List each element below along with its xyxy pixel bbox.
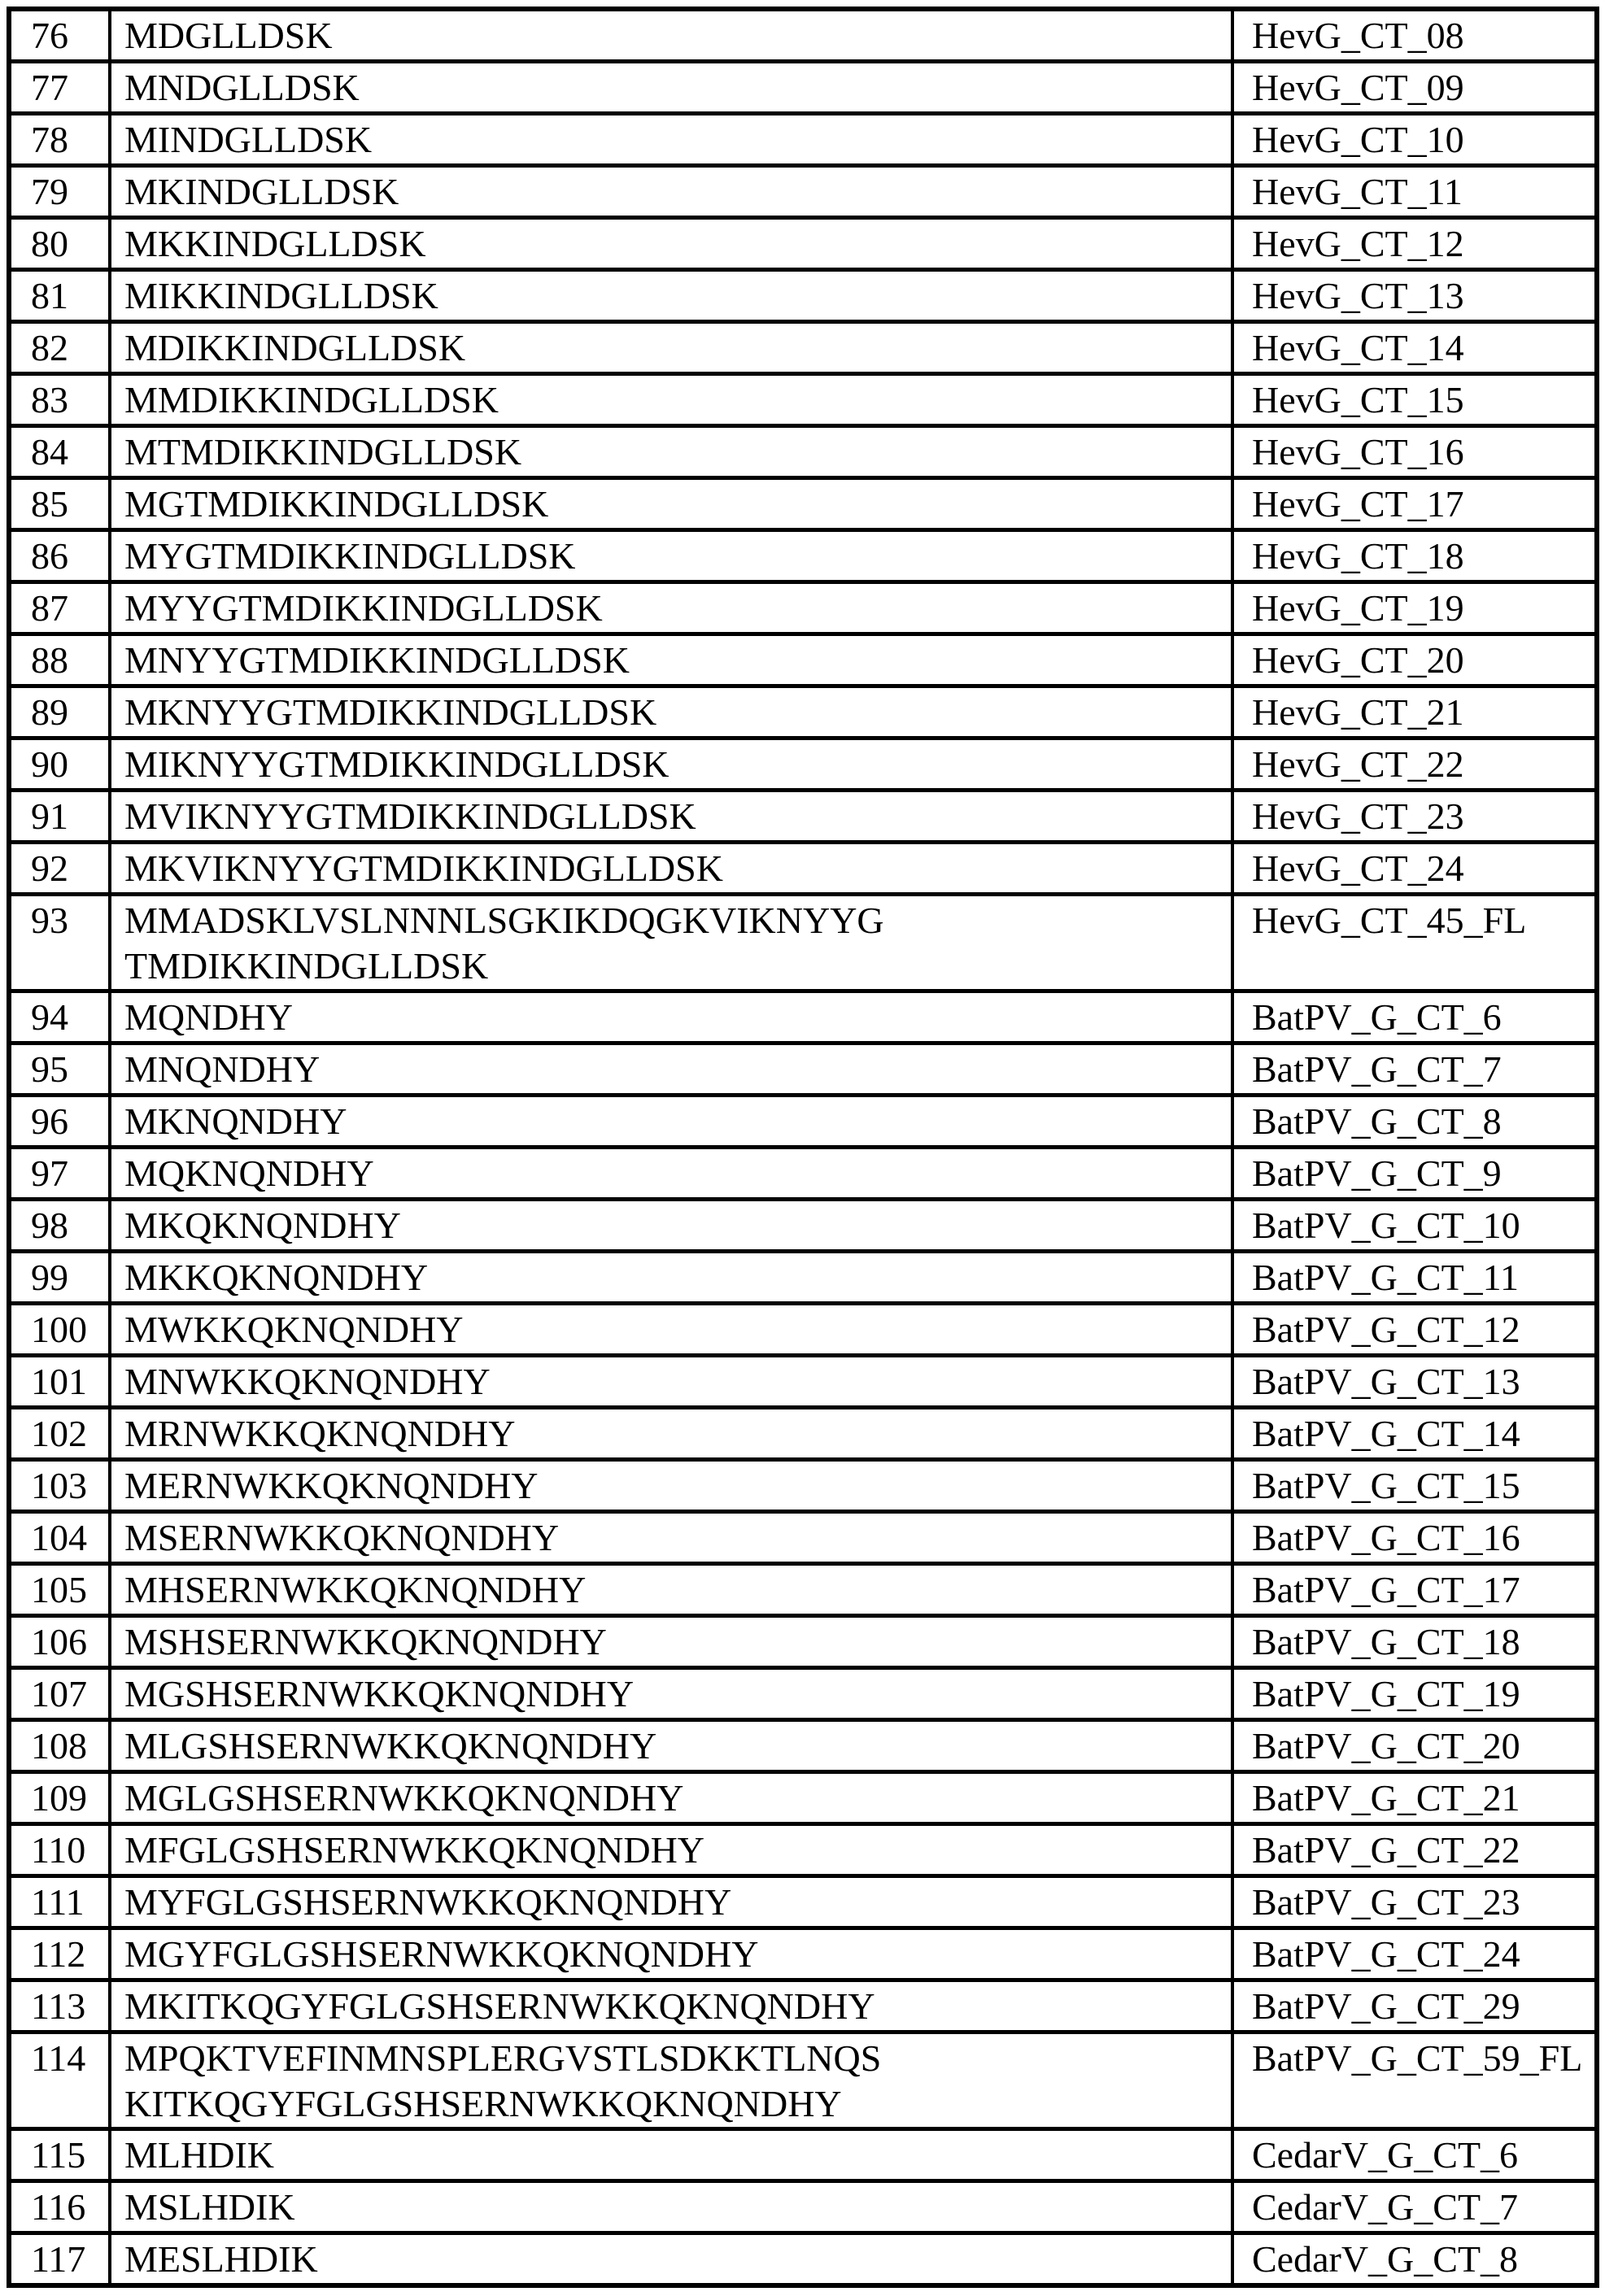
row-number-cell: 88 <box>9 634 110 686</box>
row-number-cell: 82 <box>9 322 110 374</box>
sequence-cell: MSLHDIK <box>110 2181 1232 2233</box>
row-number-cell: 81 <box>9 270 110 322</box>
sequence-cell: MRNWKKQKNQNDHY <box>110 1408 1232 1460</box>
sequence-cell: MINDGLLDSK <box>110 114 1232 166</box>
name-cell: HevG_CT_14 <box>1232 322 1597 374</box>
sequence-cell: MQNDHY <box>110 991 1232 1043</box>
table-row <box>9 2032 1597 2129</box>
name-cell: BatPV_G_CT_22 <box>1232 1824 1597 1876</box>
name-cell: HevG_CT_22 <box>1232 738 1597 791</box>
table-row <box>9 478 1597 530</box>
sequence-cell: MTMDIKKINDGLLDSK <box>110 426 1232 478</box>
table-row <box>9 374 1597 426</box>
name-cell: HevG_CT_23 <box>1232 791 1597 843</box>
row-number-cell: 83 <box>9 374 110 426</box>
sequence-cell: MGTMDIKKINDGLLDSK <box>110 478 1232 530</box>
row-number-cell: 117 <box>9 2233 110 2286</box>
name-cell: HevG_CT_17 <box>1232 478 1597 530</box>
row-number-cell: 110 <box>9 1824 110 1876</box>
row-number-cell: 76 <box>9 9 110 62</box>
name-cell: BatPV_G_CT_13 <box>1232 1356 1597 1408</box>
sequence-cell: MYYGTMDIKKINDGLLDSK <box>110 582 1232 634</box>
table-row <box>9 1564 1597 1616</box>
row-number-cell: 113 <box>9 1980 110 2032</box>
table-row <box>9 1148 1597 1200</box>
sequence-cell: MWKKQKNQNDHY <box>110 1304 1232 1356</box>
name-cell: CedarV_G_CT_7 <box>1232 2181 1597 2233</box>
sequence-cell: MKNYYGTMDIKKINDGLLDSK <box>110 686 1232 738</box>
table-row <box>9 791 1597 843</box>
row-number-cell: 99 <box>9 1252 110 1304</box>
name-cell: BatPV_G_CT_24 <box>1232 1928 1597 1980</box>
table-row <box>9 1720 1597 1772</box>
table-row <box>9 1043 1597 1096</box>
name-cell: BatPV_G_CT_7 <box>1232 1043 1597 1096</box>
table-row <box>9 426 1597 478</box>
table-row <box>9 895 1597 991</box>
name-cell: BatPV_G_CT_29 <box>1232 1980 1597 2032</box>
sequence-cell: MYGTMDIKKINDGLLDSK <box>110 530 1232 582</box>
name-cell: HevG_CT_11 <box>1232 166 1597 218</box>
table-row <box>9 1772 1597 1824</box>
name-cell: HevG_CT_08 <box>1232 9 1597 62</box>
name-cell: BatPV_G_CT_18 <box>1232 1616 1597 1668</box>
name-cell: HevG_CT_13 <box>1232 270 1597 322</box>
table-row <box>9 530 1597 582</box>
sequence-cell: MFGLGSHSERNWKKQKNQNDHY <box>110 1824 1232 1876</box>
row-number-cell: 87 <box>9 582 110 634</box>
row-number-cell: 114 <box>9 2032 110 2129</box>
row-number-cell: 100 <box>9 1304 110 1356</box>
row-number-cell: 107 <box>9 1668 110 1720</box>
peptide-sequence-table <box>7 7 1599 2288</box>
name-cell: HevG_CT_18 <box>1232 530 1597 582</box>
sequence-cell: MDIKKINDGLLDSK <box>110 322 1232 374</box>
sequence-cell: MGYFGLGSHSERNWKKQKNQNDHY <box>110 1928 1232 1980</box>
table-row <box>9 843 1597 895</box>
row-number-cell: 78 <box>9 114 110 166</box>
table-row <box>9 114 1597 166</box>
table-row <box>9 1928 1597 1980</box>
table-row <box>9 218 1597 270</box>
name-cell: BatPV_G_CT_10 <box>1232 1200 1597 1252</box>
row-number-cell: 106 <box>9 1616 110 1668</box>
name-cell: BatPV_G_CT_16 <box>1232 1512 1597 1564</box>
table-row <box>9 1096 1597 1148</box>
table-row <box>9 1824 1597 1876</box>
row-number-cell: 93 <box>9 895 110 991</box>
row-number-cell: 77 <box>9 62 110 114</box>
row-number-cell: 86 <box>9 530 110 582</box>
sequence-cell: MQKNQNDHY <box>110 1148 1232 1200</box>
name-cell: BatPV_G_CT_6 <box>1232 991 1597 1043</box>
name-cell: BatPV_G_CT_17 <box>1232 1564 1597 1616</box>
sequence-cell: MGSHSERNWKKQKNQNDHY <box>110 1668 1232 1720</box>
row-number-cell: 91 <box>9 791 110 843</box>
table-row <box>9 270 1597 322</box>
table-row <box>9 1980 1597 2032</box>
row-number-cell: 80 <box>9 218 110 270</box>
table-row <box>9 991 1597 1043</box>
name-cell: BatPV_G_CT_19 <box>1232 1668 1597 1720</box>
sequence-cell: MLGSHSERNWKKQKNQNDHY <box>110 1720 1232 1772</box>
row-number-cell: 97 <box>9 1148 110 1200</box>
sequence-cell: MESLHDIK <box>110 2233 1232 2286</box>
row-number-cell: 112 <box>9 1928 110 1980</box>
row-number-cell: 95 <box>9 1043 110 1096</box>
sequence-cell: MMADSKLVSLNNNLSGKIKDQGKVIKNYYG TMDIKKINDGLLDSK <box>110 895 1232 991</box>
sequence-cell: MNYYGTMDIKKINDGLLDSK <box>110 634 1232 686</box>
row-number-cell: 102 <box>9 1408 110 1460</box>
name-cell: BatPV_G_CT_11 <box>1232 1252 1597 1304</box>
row-number-cell: 84 <box>9 426 110 478</box>
row-number-cell: 79 <box>9 166 110 218</box>
table-row <box>9 1356 1597 1408</box>
name-cell: CedarV_G_CT_6 <box>1232 2129 1597 2181</box>
sequence-cell: MPQKTVEFINMNSPLERGVSTLSDKKTLNQS KITKQGYFGLGSHSERNWKKQKNQNDHY <box>110 2032 1232 2129</box>
table-row <box>9 2233 1597 2286</box>
name-cell: BatPV_G_CT_8 <box>1232 1096 1597 1148</box>
table-row <box>9 686 1597 738</box>
name-cell: BatPV_G_CT_12 <box>1232 1304 1597 1356</box>
sequence-cell: MSERNWKKQKNQNDHY <box>110 1512 1232 1564</box>
name-cell: HevG_CT_12 <box>1232 218 1597 270</box>
name-cell: BatPV_G_CT_23 <box>1232 1876 1597 1928</box>
sequence-cell: MDGLLDSK <box>110 9 1232 62</box>
name-cell: CedarV_G_CT_8 <box>1232 2233 1597 2286</box>
sequence-cell: MKKINDGLLDSK <box>110 218 1232 270</box>
row-number-cell: 90 <box>9 738 110 791</box>
row-number-cell: 108 <box>9 1720 110 1772</box>
sequence-cell: MVIKNYYGTMDIKKINDGLLDSK <box>110 791 1232 843</box>
table-row <box>9 1460 1597 1512</box>
name-cell: HevG_CT_21 <box>1232 686 1597 738</box>
table-row <box>9 1876 1597 1928</box>
row-number-cell: 96 <box>9 1096 110 1148</box>
table-row <box>9 582 1597 634</box>
table-body <box>9 9 1597 2285</box>
sequence-cell: MHSERNWKKQKNQNDHY <box>110 1564 1232 1616</box>
name-cell: HevG_CT_20 <box>1232 634 1597 686</box>
row-number-cell: 104 <box>9 1512 110 1564</box>
sequence-cell: MNDGLLDSK <box>110 62 1232 114</box>
table-row <box>9 166 1597 218</box>
name-cell: BatPV_G_CT_9 <box>1232 1148 1597 1200</box>
name-cell: HevG_CT_09 <box>1232 62 1597 114</box>
sequence-cell: MKITKQGYFGLGSHSERNWKKQKNQNDHY <box>110 1980 1232 2032</box>
sequence-cell: MKVIKNYYGTMDIKKINDGLLDSK <box>110 843 1232 895</box>
row-number-cell: 92 <box>9 843 110 895</box>
row-number-cell: 103 <box>9 1460 110 1512</box>
table-row <box>9 1200 1597 1252</box>
table-row <box>9 322 1597 374</box>
name-cell: HevG_CT_15 <box>1232 374 1597 426</box>
sequence-cell: MIKKINDGLLDSK <box>110 270 1232 322</box>
table-row <box>9 1668 1597 1720</box>
sequence-cell: MNWKKQKNQNDHY <box>110 1356 1232 1408</box>
sequence-cell: MSHSERNWKKQKNQNDHY <box>110 1616 1232 1668</box>
row-number-cell: 105 <box>9 1564 110 1616</box>
sequence-cell: MIKNYYGTMDIKKINDGLLDSK <box>110 738 1232 791</box>
name-cell: HevG_CT_24 <box>1232 843 1597 895</box>
row-number-cell: 85 <box>9 478 110 530</box>
table-row <box>9 1304 1597 1356</box>
row-number-cell: 115 <box>9 2129 110 2181</box>
name-cell: HevG_CT_10 <box>1232 114 1597 166</box>
sequence-cell: MKKQKNQNDHY <box>110 1252 1232 1304</box>
table-row <box>9 2129 1597 2181</box>
row-number-cell: 98 <box>9 1200 110 1252</box>
name-cell: BatPV_G_CT_20 <box>1232 1720 1597 1772</box>
row-number-cell: 116 <box>9 2181 110 2233</box>
row-number-cell: 101 <box>9 1356 110 1408</box>
name-cell: BatPV_G_CT_59_FL <box>1232 2032 1597 2129</box>
sequence-cell: MNQNDHY <box>110 1043 1232 1096</box>
row-number-cell: 111 <box>9 1876 110 1928</box>
sequence-cell: MERNWKKQKNQNDHY <box>110 1460 1232 1512</box>
table-row <box>9 1408 1597 1460</box>
sequence-cell: MKINDGLLDSK <box>110 166 1232 218</box>
table-row <box>9 1616 1597 1668</box>
row-number-cell: 94 <box>9 991 110 1043</box>
name-cell: HevG_CT_19 <box>1232 582 1597 634</box>
sequence-cell: MKQKNQNDHY <box>110 1200 1232 1252</box>
sequence-cell: MKNQNDHY <box>110 1096 1232 1148</box>
row-number-cell: 89 <box>9 686 110 738</box>
name-cell: BatPV_G_CT_15 <box>1232 1460 1597 1512</box>
name-cell: BatPV_G_CT_14 <box>1232 1408 1597 1460</box>
sequence-cell: MLHDIK <box>110 2129 1232 2181</box>
table-row <box>9 62 1597 114</box>
name-cell: BatPV_G_CT_21 <box>1232 1772 1597 1824</box>
table-row <box>9 1252 1597 1304</box>
table-row <box>9 634 1597 686</box>
sequence-cell: MYFGLGSHSERNWKKQKNQNDHY <box>110 1876 1232 1928</box>
name-cell: HevG_CT_16 <box>1232 426 1597 478</box>
table-row <box>9 1512 1597 1564</box>
row-number-cell: 109 <box>9 1772 110 1824</box>
table-row <box>9 2181 1597 2233</box>
sequence-cell: MMDIKKINDGLLDSK <box>110 374 1232 426</box>
sequence-cell: MGLGSHSERNWKKQKNQNDHY <box>110 1772 1232 1824</box>
table-row <box>9 9 1597 62</box>
table-row <box>9 738 1597 791</box>
name-cell: HevG_CT_45_FL <box>1232 895 1597 991</box>
